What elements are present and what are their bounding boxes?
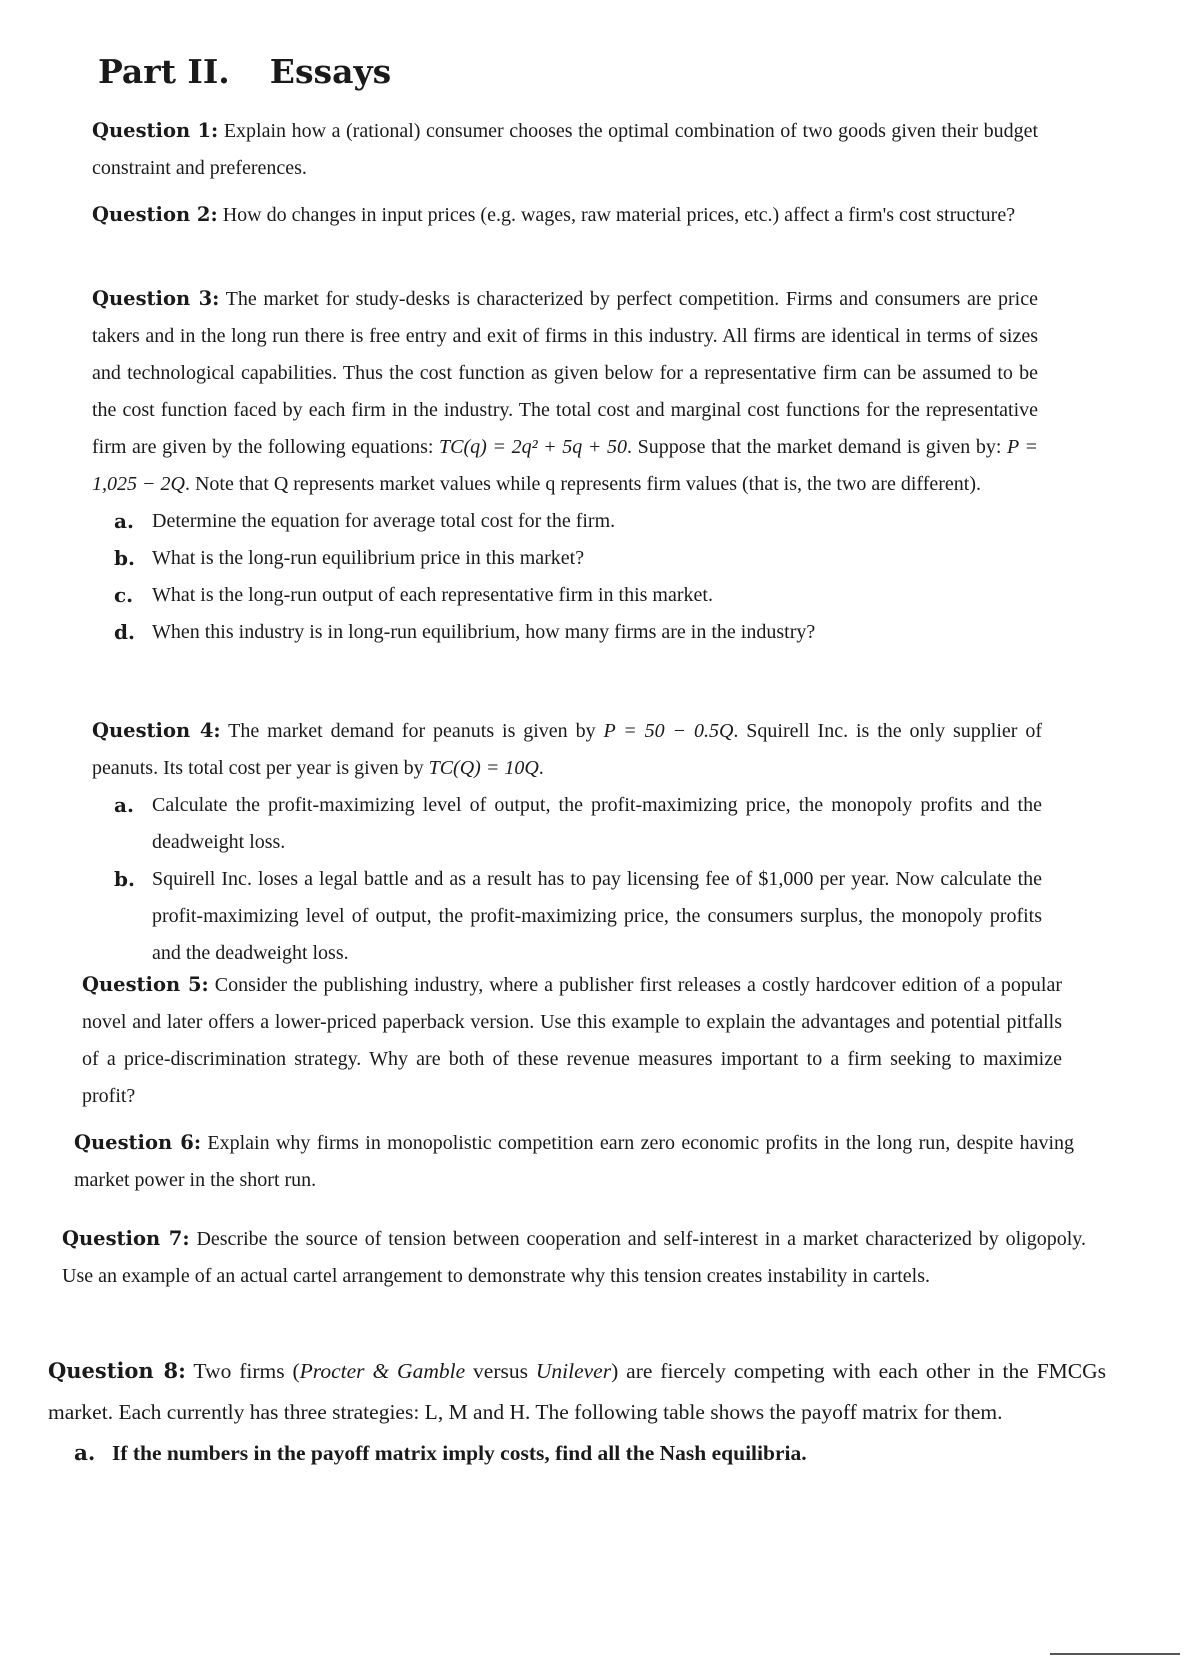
sub-question — [114, 503, 1038, 540]
question-label: Question 5: — [82, 973, 209, 996]
question-text: . Note that Q represents market values while q represents firm values (that is, the two are different). — [184, 473, 981, 495]
sub-question-text: If the numbers in the payoff matrix imply costs, find all the Nash equilibria. — [112, 1441, 807, 1465]
question-3 — [92, 280, 1038, 651]
question-text: Explain how a (rational) consumer chooses the optimal combination of two goods given their budget constraint and preferences. — [92, 120, 1039, 179]
page-bottom-rule — [1050, 1653, 1180, 1655]
question-7 — [62, 1220, 1086, 1295]
question-5 — [82, 966, 1062, 1115]
question-text: . — [538, 757, 544, 779]
total-cost-equation: TC(Q) = 10Q — [428, 757, 539, 779]
question-2 — [92, 196, 1038, 234]
sub-question-text: Squirell Inc. loses a legal battle and as a result has to pay licensing fee of $1,000 per year. Now calculate the profit-maximizing level of output, the profit-maximizing price, the consumers surplus, the monopoly profits and the deadweight loss. — [152, 868, 1042, 964]
question-text: ) are fiercely competing with each other in the FMCGs market. Each currently has three strategies: L, M and H. The following table shows the payoff matrix for them. — [48, 1359, 1107, 1424]
question-label: Question 1: — [92, 119, 219, 142]
question-text: How do changes in input prices (e.g. wages, raw material prices, etc.) affect a firm's cost structure? — [222, 204, 1016, 226]
firm-b-name: Unilever — [535, 1359, 612, 1383]
sub-question-mark: b. — [114, 867, 135, 891]
question-text: Describe the source of tension between cooperation and self-interest in a market characterized by oligopoly. Use an example of an actual cartel arrangement to demonstrate why this tension creates instability in cartels. — [62, 1228, 1087, 1287]
sub-question-text: Determine the equation for average total cost for the firm. — [152, 510, 616, 532]
section-title: Essays — [269, 52, 392, 91]
question-1 — [92, 112, 1038, 187]
question-label: Question 6: — [74, 1131, 202, 1154]
demand-equation: P = 50 − 0.5Q — [603, 720, 734, 742]
question-text: The market demand for peanuts is given by — [228, 720, 604, 742]
question-label: Question 8: — [48, 1358, 186, 1383]
sub-question — [114, 614, 1038, 651]
sub-question-mark: b. — [114, 546, 135, 570]
sub-question-mark: a. — [114, 793, 134, 817]
sub-question — [74, 1433, 1106, 1474]
sub-question — [114, 861, 1042, 972]
sub-question-text: When this industry is in long-run equilibrium, how many firms are in the industry? — [152, 621, 816, 643]
sub-question — [114, 577, 1038, 614]
sub-question-mark: a. — [114, 509, 134, 533]
question-label: Question 4: — [92, 719, 221, 742]
firm-a-name: Procter & Gamble — [299, 1359, 466, 1383]
total-cost-equation: TC(q) = 2q² + 5q + 50 — [439, 436, 628, 458]
question-text: Explain why firms in monopolistic competition earn zero economic profits in the long run, despite having market power in the short run. — [74, 1132, 1075, 1191]
question-text: . Suppose that the market demand is given by: — [627, 436, 1008, 458]
question-4 — [92, 712, 1042, 972]
page-title — [98, 52, 391, 91]
question-label: Question 7: — [62, 1227, 190, 1250]
question-6 — [74, 1124, 1074, 1199]
sub-question-text: What is the long-run equilibrium price in this market? — [152, 547, 585, 569]
sub-question — [114, 540, 1038, 577]
question-text: . Squirell Inc. is the only supplier of peanuts. Its total cost per year is given by — [92, 720, 1043, 779]
question-text: Consider the publishing industry, where a publisher first releases a costly hardcover edition of a popular novel and later offers a lower-priced paperback version. Use this example to explain the advantages and potential pitfalls of a price-discrimination strategy. Why are both of these revenue measures important to a firm seeking to maximize profit? — [82, 974, 1062, 1107]
question-text: versus — [465, 1359, 536, 1383]
question-text: Two firms ( — [193, 1359, 300, 1383]
sub-question-text: What is the long-run output of each representative firm in this market. — [152, 584, 713, 606]
demand-equation: P = 1,025 − 2Q — [92, 436, 1038, 495]
sub-question-mark: a. — [74, 1441, 96, 1466]
question-8 — [48, 1350, 1106, 1474]
sub-question-mark: d. — [114, 620, 135, 644]
sub-question-mark: c. — [114, 583, 134, 607]
question-label: Question 2: — [92, 203, 218, 226]
sub-question-text: Calculate the profit-maximizing level of output, the profit-maximizing price, the monopoly profits and the deadweight loss. — [152, 794, 1042, 853]
question-text: The market for study-desks is characterized by perfect competition. Firms and consumers are price takers and in the long run there is free entry and exit of firms in this industry. All firms are identical in terms of sizes and technological capabilities. Thus the cost function as given below for a representative firm can be assumed to be the cost function faced by each firm in the industry. The total cost and marginal cost functions for the representative firm are given by the following equations: — [92, 288, 1038, 458]
part-title: Part II. — [98, 52, 230, 91]
sub-question — [114, 787, 1042, 861]
question-label: Question 3: — [92, 287, 220, 310]
